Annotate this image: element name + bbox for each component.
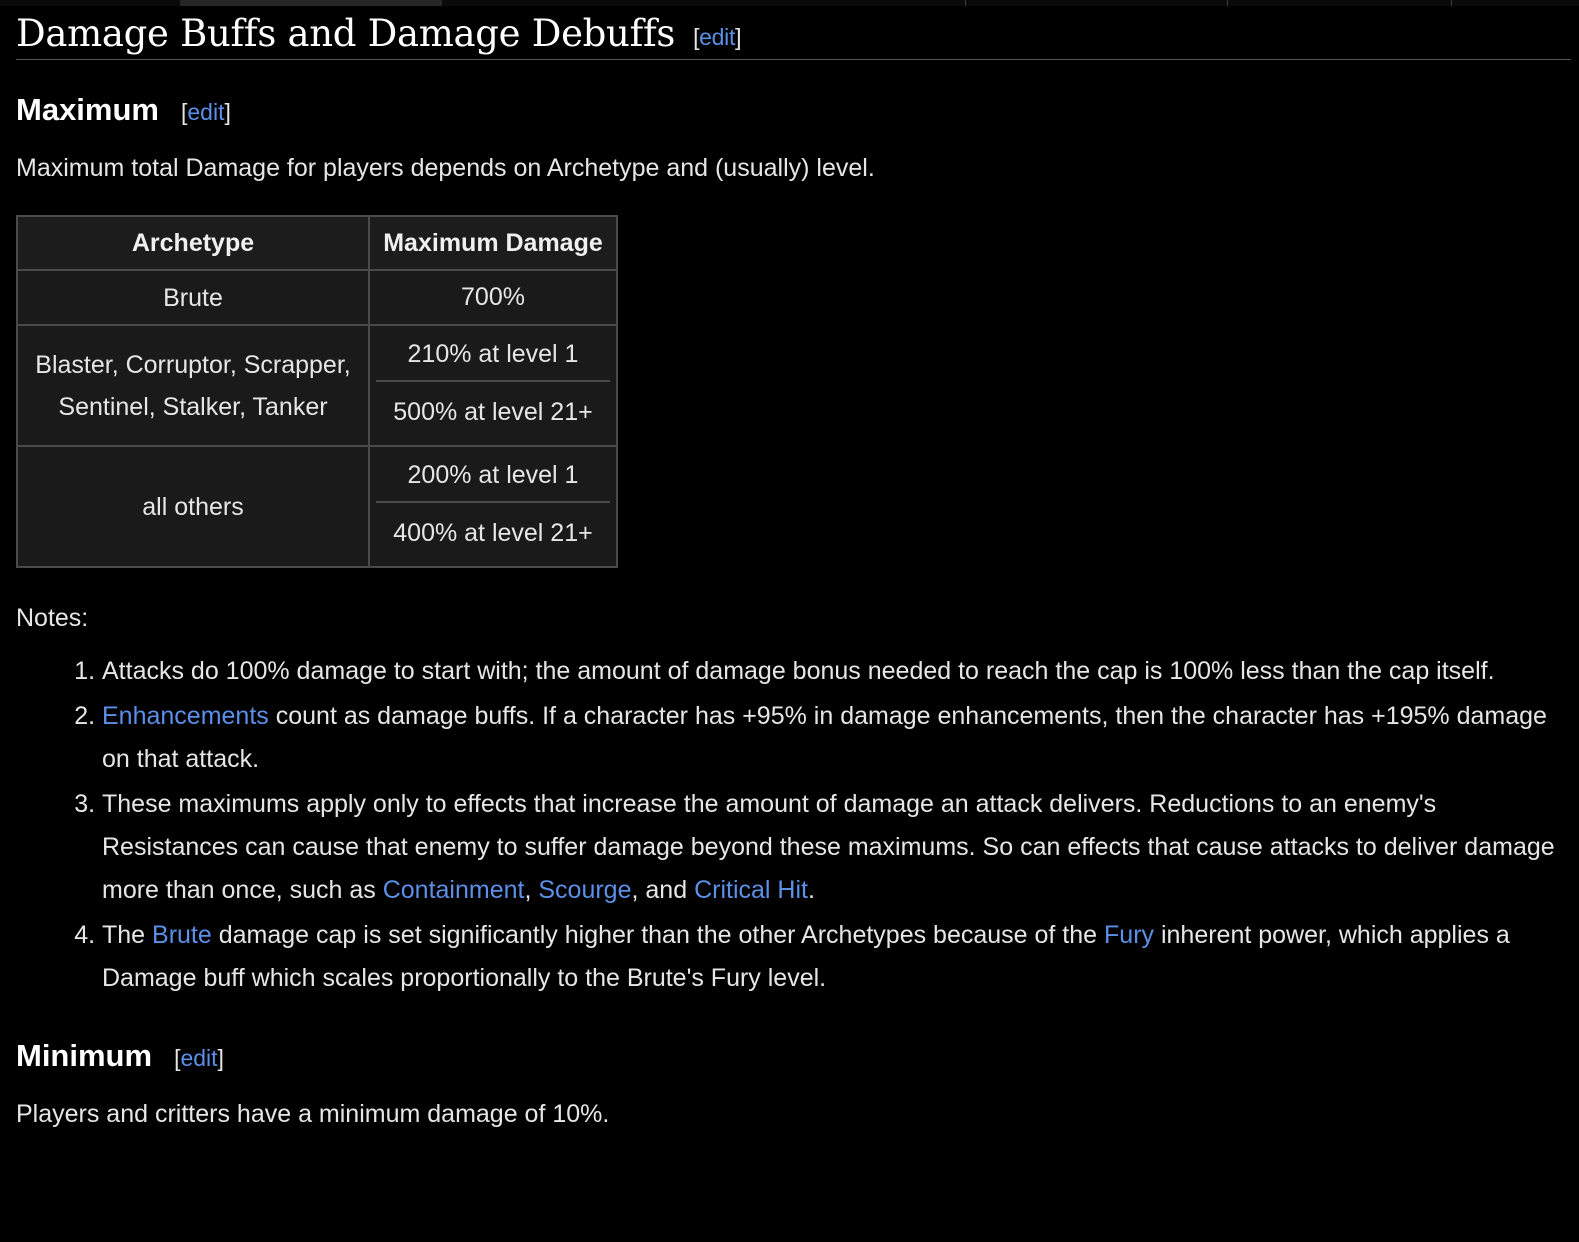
edit-section-link xyxy=(174,1045,224,1071)
edit-section-link xyxy=(181,99,231,125)
note-text: These maximums apply only to effects that increase the amount of damage an attack delivers. Reductions to an enemy's Resistances can cause that enemy to suffer damage beyond these maximums. So can effects that cause attacks to deliver damage more than once, such as xyxy=(102,790,1555,904)
column-header-archetype: Archetype xyxy=(17,216,369,270)
maximum-intro: Maximum total Damage for players depends on Archetype and (usually) level. xyxy=(16,154,875,182)
containment-link[interactable]: Containment xyxy=(382,876,525,904)
max-damage-cell xyxy=(369,446,617,567)
edit-bracket-close: ] xyxy=(224,99,231,125)
archetype-cell: Brute xyxy=(17,270,369,325)
column-header-max-damage: Maximum Damage xyxy=(369,216,617,270)
max-damage-value: 210% at level 1 xyxy=(376,326,610,382)
edit-link[interactable]: edit xyxy=(187,99,225,125)
note-text: count as damage buffs. If a character has +95% in damage enhancements, then the character has +195% damage on that attack. xyxy=(102,702,1547,773)
enhancements-link[interactable]: Enhancements xyxy=(102,702,269,730)
minimum-heading-text: Minimum xyxy=(16,1038,153,1073)
maximum-heading-text: Maximum xyxy=(16,92,159,127)
max-damage-value: 500% at level 21+ xyxy=(393,398,593,426)
page-title: Damage Buffs and Damage Debuffs xyxy=(16,12,676,55)
list-item xyxy=(102,914,1571,1000)
tab-separator xyxy=(965,0,966,6)
archetype-cell: all others xyxy=(17,446,369,567)
list-item xyxy=(102,650,1571,693)
brute-link[interactable]: Brute xyxy=(152,921,212,949)
table-row xyxy=(17,325,617,446)
max-damage-cell: 700% xyxy=(369,270,617,325)
note-text: , and xyxy=(631,876,695,904)
table-row xyxy=(17,446,617,567)
section-heading xyxy=(16,10,1571,60)
note-text: damage cap is set significantly higher than the other Archetypes because of the xyxy=(211,921,1105,949)
fury-link[interactable]: Fury xyxy=(1104,921,1155,949)
notes-label: Notes: xyxy=(16,604,89,632)
edit-bracket-open: [ xyxy=(174,1045,181,1071)
note-text: . xyxy=(807,876,815,904)
article-content xyxy=(16,10,1571,1132)
tab-separator xyxy=(1451,0,1452,6)
edit-bracket-open: [ xyxy=(180,99,188,125)
scourge-link[interactable]: Scourge xyxy=(538,876,632,904)
edit-link[interactable]: edit xyxy=(180,1045,218,1071)
max-damage-table xyxy=(16,215,618,568)
note-text: The xyxy=(102,921,153,949)
max-damage-cell xyxy=(369,325,617,446)
archetype-cell xyxy=(17,325,369,446)
edit-section-link xyxy=(693,24,741,50)
table-row xyxy=(17,270,617,325)
minimum-text: Players and critters have a minimum damage of 10%. xyxy=(16,1100,610,1128)
archetype-line: Sentinel, Stalker, Tanker xyxy=(58,392,328,421)
edit-link[interactable]: edit xyxy=(699,24,736,50)
tab-separator xyxy=(1227,0,1228,6)
edit-bracket-close: ] xyxy=(735,24,742,50)
minimum-heading xyxy=(16,1038,1571,1074)
note-text: Attacks do 100% damage to start with; the amount of damage bonus needed to reach the cap is 100% less than the cap itself. xyxy=(102,657,1495,685)
note-text: , xyxy=(524,876,539,904)
edit-bracket-open: [ xyxy=(693,24,700,50)
max-damage-value: 200% at level 1 xyxy=(376,447,610,503)
maximum-heading xyxy=(16,92,1571,128)
top-tab-active[interactable] xyxy=(180,0,442,6)
top-tab-strip xyxy=(0,0,1579,6)
notes-list xyxy=(16,650,1571,1000)
table-header-row xyxy=(17,216,617,270)
list-item xyxy=(102,783,1571,912)
max-damage-value: 400% at level 21+ xyxy=(393,519,593,547)
list-item xyxy=(102,695,1571,781)
archetype-line: Blaster, Corruptor, Scrapper, xyxy=(35,350,351,379)
note-text: inherent power, which applies a Damage buff which scales proportionally to the Brute's Fury level. xyxy=(102,921,1510,992)
edit-bracket-close: ] xyxy=(217,1045,224,1071)
critical-hit-link[interactable]: Critical Hit xyxy=(694,876,808,904)
